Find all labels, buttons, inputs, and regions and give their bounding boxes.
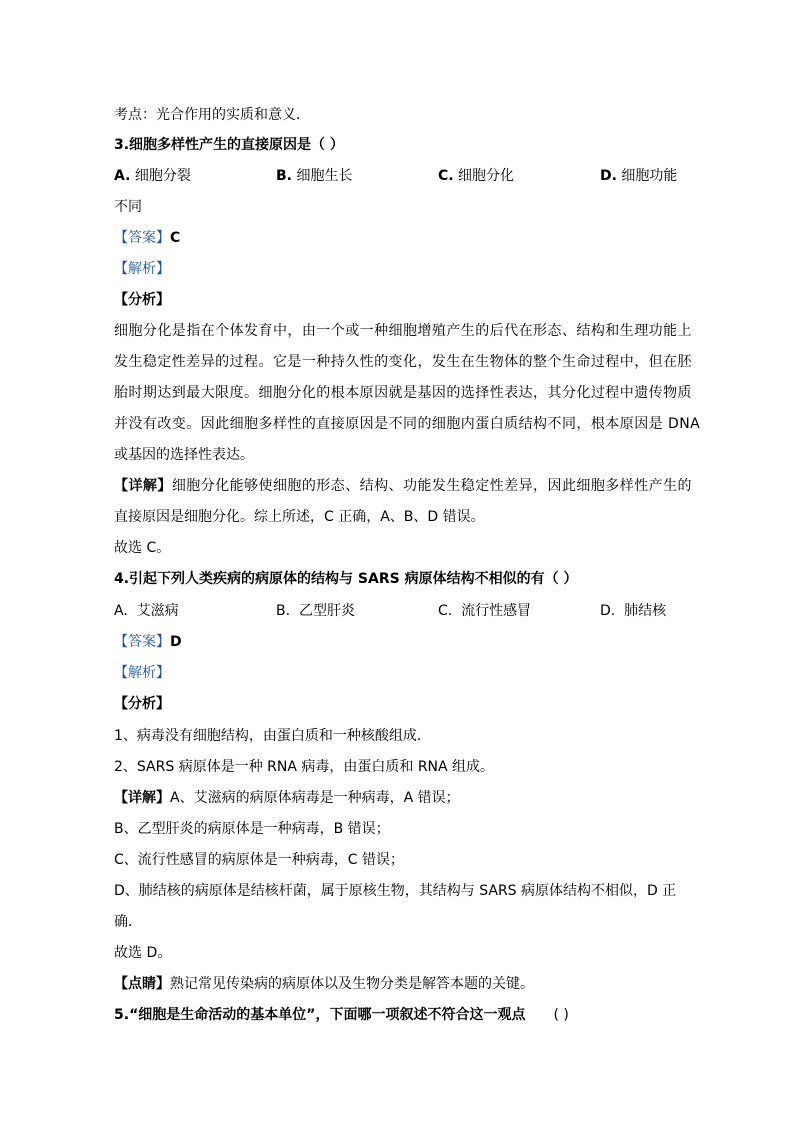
q3-detail-line: 直接原因是细胞分化。综上所述，C 正确，A、B、D 错误。 — [114, 509, 485, 525]
q4-detail-line: B、乙型肝炎的病原体是一种病毒，B 错误； — [114, 821, 390, 837]
q3-option-c: C. 细胞分化 — [438, 168, 515, 184]
q3-fenxi-label: 【分析】 — [114, 292, 170, 308]
q4-fenxi-label: 【分析】 — [114, 696, 170, 712]
q5-stem: 5.“细胞是生命活动的基本单位”，下面哪一项叙述不符合这一观点 ( ) — [114, 1007, 569, 1023]
q3-analysis-line: 细胞分化是指在个体发育中，由一个或一种细胞增殖产生的后代在形态、结构和生理功能上 — [114, 323, 692, 339]
q4-detail-line: 【详解】A、艾滋病的病原体病毒是一种病毒，A 错误； — [114, 790, 460, 806]
q3-analysis-line: 发生稳定性差异的过程。它是一种持久性的变化，发生在生物体的整个生命过程中，但在胚 — [114, 354, 692, 370]
q4-option-a: A. 艾滋病 — [114, 603, 179, 619]
q3-conclusion: 故选 C。 — [114, 540, 171, 556]
q4-detail-line: C、流行性感冒的病原体是一种病毒，C 错误； — [114, 852, 404, 868]
q3-stem: 3.细胞多样性产生的直接原因是（ ） — [114, 137, 344, 153]
q3-option-a: A. 细胞分裂 — [114, 168, 191, 184]
q4-analysis-line: 1、病毒没有细胞结构，由蛋白质和一种核酸组成． — [114, 728, 431, 744]
q3-detail-line: 【详解】细胞分化能够使细胞的形态、结构、功能发生稳定性差异，因此细胞多样性产生的 — [114, 478, 693, 494]
q3-option-wrap: 不同 — [114, 199, 142, 215]
q3-analysis-line: 胎时期达到最大限度。细胞分化的根本原因就是基因的选择性表达，其分化过程中遗传物质 — [114, 385, 692, 401]
q4-answer: 【答案】D — [114, 634, 182, 650]
q3-option-b: B. 细胞生长 — [276, 168, 353, 184]
q4-dianjing: 【点睛】熟记常见传染病的病原体以及生物分类是解答本题的关键。 — [114, 976, 534, 992]
q3-analysis-line: 并没有改变。因此细胞多样性的直接原因是不同的细胞内蛋白质结构不同，根本原因是 DNA — [114, 416, 701, 432]
q3-option-d: D. 细胞功能 — [600, 168, 678, 184]
q4-conclusion: 故选 D。 — [114, 945, 172, 961]
q4-stem: 4.引起下列人类疾病的病原体的结构与 SARS 病原体结构不相似的有（ ） — [114, 571, 578, 587]
q4-option-c: C. 流行性感冒 — [438, 603, 532, 619]
q3-analysis-line: 或基因的选择性表达。 — [114, 447, 254, 463]
q4-jiexi-label: 【解析】 — [114, 665, 170, 681]
q4-detail-line: D、肺结核的病原体是结核杆菌，属于原核生物，其结构与 SARS 病原体结构不相似，D 正 — [114, 883, 677, 899]
q4-option-d: D. 肺结核 — [600, 603, 667, 619]
kaodian-line: 考点：光合作用的实质和意义． — [114, 107, 310, 123]
q3-jiexi-label: 【解析】 — [114, 261, 170, 277]
q4-detail-line: 确． — [114, 914, 142, 930]
q3-answer: 【答案】C — [114, 230, 181, 246]
q4-analysis-line: 2、SARS 病原体是一种 RNA 病毒，由蛋白质和 RNA 组成。 — [114, 759, 495, 775]
q4-option-b: B. 乙型肝炎 — [276, 603, 355, 619]
